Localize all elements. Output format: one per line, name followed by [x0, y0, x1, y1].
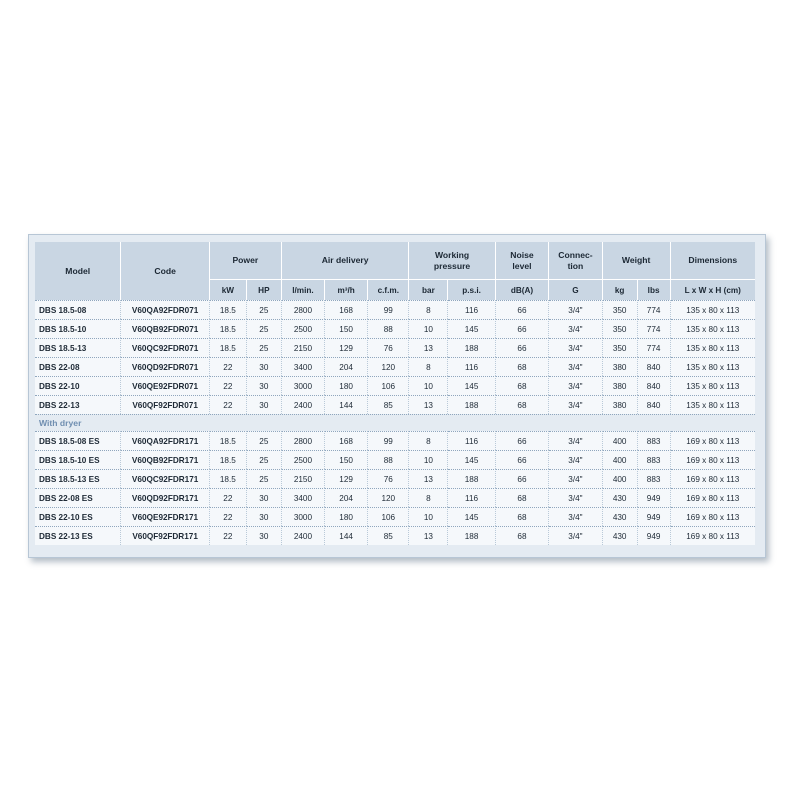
table-cell: 66 [496, 469, 549, 488]
table-cell: 3400 [282, 357, 325, 376]
table-cell: 68 [496, 395, 549, 414]
table-cell: 949 [638, 488, 671, 507]
table-cell: 76 [368, 469, 409, 488]
table-cell: 85 [368, 526, 409, 545]
table-cell: 3/4" [549, 395, 602, 414]
unit-header: bar [409, 279, 448, 300]
table-cell: 116 [448, 488, 495, 507]
table-cell: 135 x 80 x 113 [671, 319, 755, 338]
table-cell: 129 [325, 338, 368, 357]
code-cell: V60QB92FDR071 [121, 319, 209, 338]
model-cell: DBS 18.5-10 [35, 319, 121, 338]
table-cell: 66 [496, 338, 549, 357]
table-row [35, 469, 755, 488]
table-cell: 135 x 80 x 113 [671, 357, 755, 376]
unit-header: dB(A) [496, 279, 549, 300]
table-cell: 66 [496, 319, 549, 338]
table-cell: 400 [603, 431, 638, 450]
table-cell: 949 [638, 507, 671, 526]
table-cell: 150 [325, 450, 368, 469]
table-cell: 2500 [282, 450, 325, 469]
table-cell: 188 [448, 469, 495, 488]
table-cell: 22 [210, 507, 247, 526]
table-cell: 883 [638, 469, 671, 488]
table-cell: 169 x 80 x 113 [671, 526, 755, 545]
table-cell: 169 x 80 x 113 [671, 469, 755, 488]
header-noise-level: Noise level [496, 242, 549, 279]
table-cell: 380 [603, 357, 638, 376]
table-cell: 99 [368, 300, 409, 319]
table-cell: 400 [603, 450, 638, 469]
table-cell: 30 [247, 395, 282, 414]
table-cell: 76 [368, 338, 409, 357]
table-cell: 25 [247, 469, 282, 488]
table-cell: 380 [603, 376, 638, 395]
table-cell: 949 [638, 526, 671, 545]
section-label: With dryer [35, 414, 755, 431]
code-cell: V60QD92FDR171 [121, 488, 209, 507]
table-cell: 18.5 [210, 431, 247, 450]
table-cell: 774 [638, 338, 671, 357]
table-cell: 188 [448, 395, 495, 414]
table-cell: 135 x 80 x 113 [671, 338, 755, 357]
table-cell: 129 [325, 469, 368, 488]
table-cell: 204 [325, 488, 368, 507]
table-cell: 30 [247, 488, 282, 507]
table-cell: 30 [247, 526, 282, 545]
table-cell: 2800 [282, 300, 325, 319]
header-working-pressure: Working pressure [409, 242, 495, 279]
model-cell: DBS 22-08 [35, 357, 121, 376]
table-cell: 99 [368, 431, 409, 450]
table-cell: 18.5 [210, 300, 247, 319]
table-cell: 135 x 80 x 113 [671, 376, 755, 395]
table-cell: 169 x 80 x 113 [671, 450, 755, 469]
table-cell: 13 [409, 526, 448, 545]
unit-header: kW [210, 279, 247, 300]
unit-header: G [549, 279, 602, 300]
model-cell: DBS 22-13 [35, 395, 121, 414]
table-cell: 85 [368, 395, 409, 414]
table-cell: 144 [325, 395, 368, 414]
code-cell: V60QE92FDR171 [121, 507, 209, 526]
table-row [35, 488, 755, 507]
table-cell: 430 [603, 507, 638, 526]
table-cell: 774 [638, 300, 671, 319]
table-cell: 106 [368, 507, 409, 526]
table-cell: 22 [210, 395, 247, 414]
table-cell: 25 [247, 431, 282, 450]
table-cell: 380 [603, 395, 638, 414]
table-cell: 106 [368, 376, 409, 395]
table-row [35, 376, 755, 395]
table-cell: 25 [247, 338, 282, 357]
table-cell: 145 [448, 450, 495, 469]
table-cell: 3/4" [549, 338, 602, 357]
table-cell: 66 [496, 431, 549, 450]
table-body [35, 300, 755, 545]
table-cell: 169 x 80 x 113 [671, 488, 755, 507]
table-cell: 116 [448, 357, 495, 376]
table-cell: 430 [603, 526, 638, 545]
table-cell: 180 [325, 507, 368, 526]
header-weight: Weight [603, 242, 671, 279]
header-code: Code [121, 242, 209, 300]
header-model: Model [35, 242, 121, 300]
table-cell: 3/4" [549, 300, 602, 319]
spec-table [35, 242, 755, 545]
table-cell: 840 [638, 376, 671, 395]
header-connection: Connec- tion [549, 242, 602, 279]
table-cell: 168 [325, 300, 368, 319]
model-cell: DBS 22-10 [35, 376, 121, 395]
model-cell: DBS 22-08 ES [35, 488, 121, 507]
table-cell: 68 [496, 376, 549, 395]
model-cell: DBS 18.5-10 ES [35, 450, 121, 469]
table-cell: 25 [247, 319, 282, 338]
table-cell: 116 [448, 300, 495, 319]
table-cell: 3000 [282, 507, 325, 526]
table-cell: 2500 [282, 319, 325, 338]
table-row [35, 450, 755, 469]
spec-table-panel [28, 234, 766, 558]
table-cell: 135 x 80 x 113 [671, 300, 755, 319]
unit-header: lbs [638, 279, 671, 300]
table-header [35, 242, 755, 300]
header-power: Power [210, 242, 282, 279]
table-cell: 145 [448, 376, 495, 395]
table-cell: 3/4" [549, 319, 602, 338]
table-cell: 204 [325, 357, 368, 376]
table-cell: 66 [496, 300, 549, 319]
table-cell: 840 [638, 357, 671, 376]
table-row [35, 357, 755, 376]
table-cell: 10 [409, 376, 448, 395]
table-cell: 2150 [282, 338, 325, 357]
table-cell: 180 [325, 376, 368, 395]
table-cell: 13 [409, 338, 448, 357]
table-cell: 13 [409, 395, 448, 414]
table-cell: 145 [448, 507, 495, 526]
header-dimensions: Dimensions [671, 242, 755, 279]
table-cell: 168 [325, 431, 368, 450]
unit-header: m³/h [325, 279, 368, 300]
table-cell: 188 [448, 526, 495, 545]
table-row [35, 338, 755, 357]
model-cell: DBS 18.5-13 [35, 338, 121, 357]
table-cell: 8 [409, 431, 448, 450]
unit-header: L x W x H (cm) [671, 279, 755, 300]
table-row [35, 319, 755, 338]
model-cell: DBS 18.5-08 [35, 300, 121, 319]
table-cell: 22 [210, 376, 247, 395]
table-row [35, 507, 755, 526]
section-row-with-dryer [35, 414, 755, 431]
table-cell: 10 [409, 450, 448, 469]
table-cell: 350 [603, 319, 638, 338]
code-cell: V60QB92FDR171 [121, 450, 209, 469]
code-cell: V60QC92FDR071 [121, 338, 209, 357]
table-row [35, 395, 755, 414]
table-cell: 13 [409, 469, 448, 488]
table-cell: 88 [368, 450, 409, 469]
table-cell: 169 x 80 x 113 [671, 431, 755, 450]
table-cell: 22 [210, 357, 247, 376]
table-cell: 135 x 80 x 113 [671, 395, 755, 414]
table-cell: 3/4" [549, 469, 602, 488]
table-cell: 3/4" [549, 431, 602, 450]
table-row [35, 431, 755, 450]
table-cell: 3/4" [549, 488, 602, 507]
table-cell: 350 [603, 300, 638, 319]
table-cell: 2800 [282, 431, 325, 450]
model-cell: DBS 18.5-13 ES [35, 469, 121, 488]
table-cell: 22 [210, 526, 247, 545]
table-cell: 68 [496, 357, 549, 376]
code-cell: V60QF92FDR171 [121, 526, 209, 545]
model-cell: DBS 22-13 ES [35, 526, 121, 545]
code-cell: V60QA92FDR171 [121, 431, 209, 450]
table-cell: 883 [638, 450, 671, 469]
table-cell: 2150 [282, 469, 325, 488]
table-cell: 10 [409, 507, 448, 526]
table-cell: 3/4" [549, 526, 602, 545]
table-cell: 2400 [282, 526, 325, 545]
table-cell: 68 [496, 507, 549, 526]
table-cell: 8 [409, 300, 448, 319]
header-air-delivery: Air delivery [282, 242, 410, 279]
table-cell: 400 [603, 469, 638, 488]
table-cell: 3/4" [549, 357, 602, 376]
table-cell: 150 [325, 319, 368, 338]
table-cell: 10 [409, 319, 448, 338]
table-cell: 68 [496, 526, 549, 545]
code-cell: V60QD92FDR071 [121, 357, 209, 376]
table-cell: 8 [409, 357, 448, 376]
table-row [35, 300, 755, 319]
table-cell: 116 [448, 431, 495, 450]
table-cell: 169 x 80 x 113 [671, 507, 755, 526]
unit-header: c.f.m. [368, 279, 409, 300]
table-cell: 18.5 [210, 319, 247, 338]
unit-header: l/min. [282, 279, 325, 300]
table-cell: 3/4" [549, 450, 602, 469]
table-cell: 120 [368, 488, 409, 507]
table-cell: 144 [325, 526, 368, 545]
unit-header: HP [247, 279, 282, 300]
table-cell: 30 [247, 376, 282, 395]
table-cell: 3/4" [549, 507, 602, 526]
table-cell: 350 [603, 338, 638, 357]
model-cell: DBS 22-10 ES [35, 507, 121, 526]
table-cell: 840 [638, 395, 671, 414]
table-cell: 3400 [282, 488, 325, 507]
table-cell: 883 [638, 431, 671, 450]
code-cell: V60QF92FDR071 [121, 395, 209, 414]
table-cell: 30 [247, 507, 282, 526]
unit-header: kg [603, 279, 638, 300]
table-cell: 430 [603, 488, 638, 507]
table-cell: 18.5 [210, 338, 247, 357]
table-cell: 145 [448, 319, 495, 338]
table-cell: 30 [247, 357, 282, 376]
table-cell: 66 [496, 450, 549, 469]
table-cell: 3/4" [549, 376, 602, 395]
model-cell: DBS 18.5-08 ES [35, 431, 121, 450]
table-cell: 25 [247, 450, 282, 469]
table-row [35, 526, 755, 545]
code-cell: V60QE92FDR071 [121, 376, 209, 395]
table-cell: 18.5 [210, 469, 247, 488]
table-cell: 68 [496, 488, 549, 507]
unit-header: p.s.i. [448, 279, 495, 300]
table-cell: 188 [448, 338, 495, 357]
table-cell: 3000 [282, 376, 325, 395]
table-cell: 774 [638, 319, 671, 338]
table-cell: 2400 [282, 395, 325, 414]
table-cell: 18.5 [210, 450, 247, 469]
code-cell: V60QA92FDR071 [121, 300, 209, 319]
table-cell: 25 [247, 300, 282, 319]
table-cell: 88 [368, 319, 409, 338]
table-cell: 22 [210, 488, 247, 507]
table-cell: 8 [409, 488, 448, 507]
code-cell: V60QC92FDR171 [121, 469, 209, 488]
table-cell: 120 [368, 357, 409, 376]
